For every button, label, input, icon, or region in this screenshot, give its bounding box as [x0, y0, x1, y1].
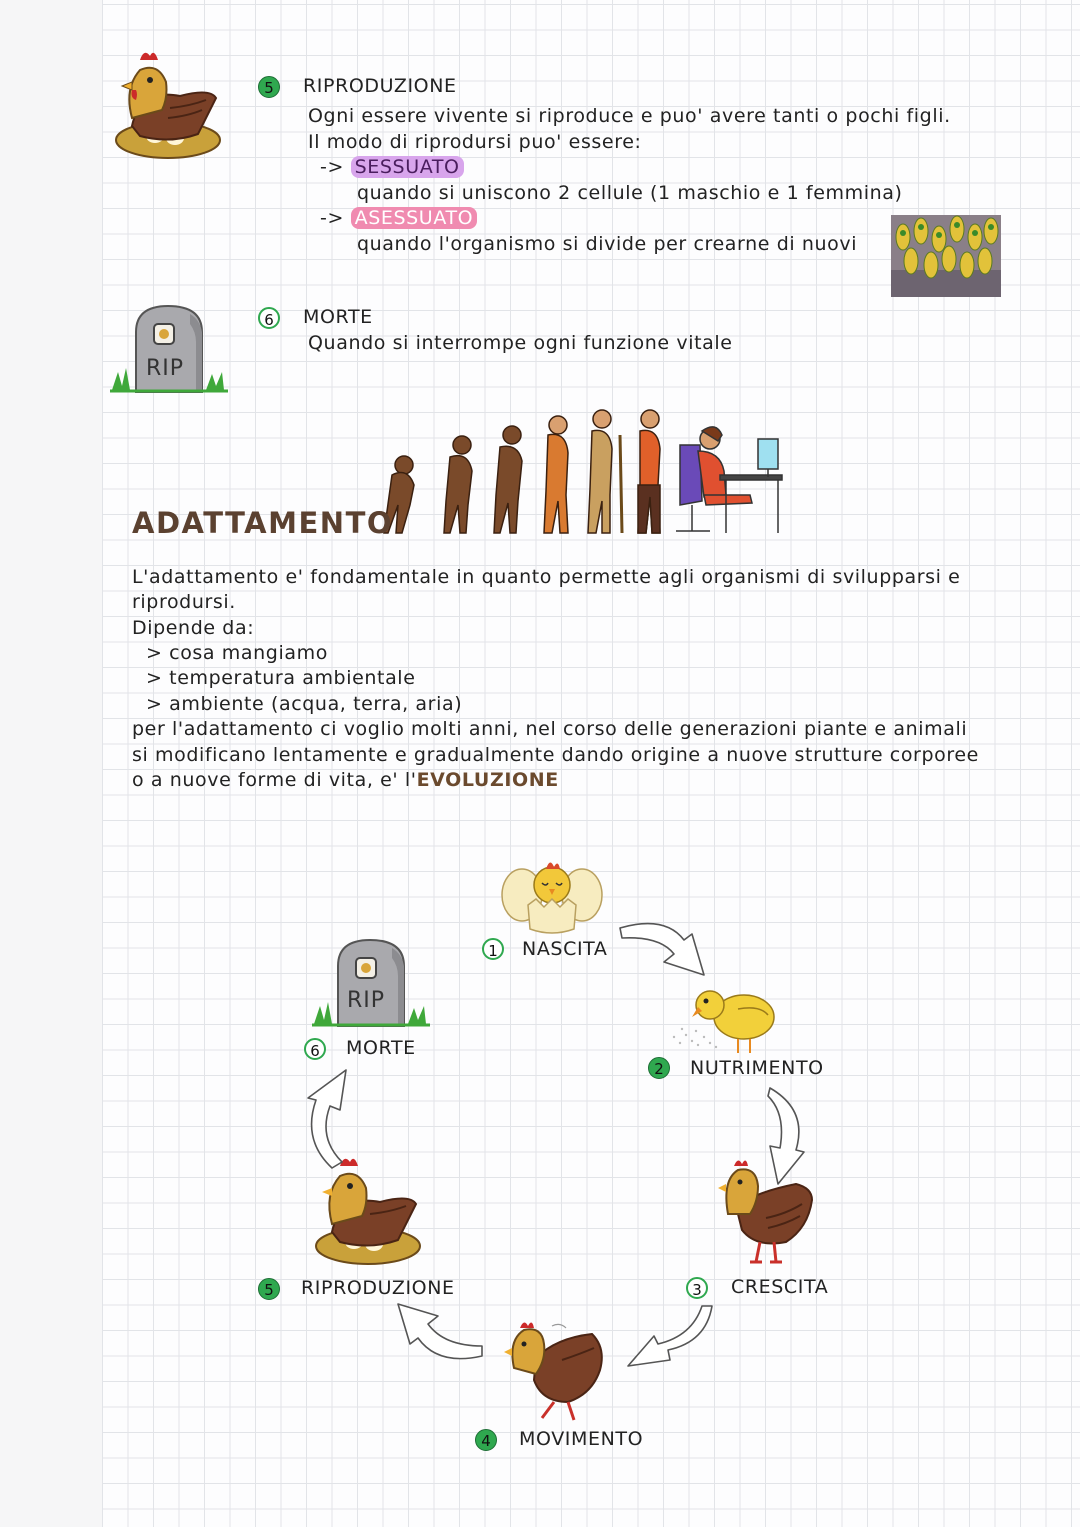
section-title-riproduzione: RIPRODUZIONE: [303, 75, 457, 97]
hen-nest-icon: [312, 1152, 422, 1270]
cycle-label-crescita: CRESCITA: [731, 1276, 829, 1298]
tombstone-text: RIP: [347, 988, 386, 1013]
morte-description: Quando si interrompe ogni funzione vitale: [308, 332, 733, 354]
arrow-text: ->: [320, 207, 344, 229]
list-item: > temperatura ambientale: [146, 667, 416, 689]
list-item: > ambiente (acqua, terra, aria): [146, 693, 463, 715]
hen-standing-icon: [716, 1158, 816, 1268]
tombstone-icon: [312, 936, 430, 1028]
cycle-number-badge: 3: [686, 1277, 708, 1299]
adattamento-p1-line1: L'adattamento e' fondamentale in quanto permette agli organismi di svilupparsi e: [132, 566, 961, 588]
arrow-text: ->: [320, 156, 344, 178]
sessuato-row: [320, 156, 464, 178]
adattamento-p2-text: o a nuove forme di vita, e' l': [132, 769, 417, 791]
cycle-number-badge: 1: [482, 938, 504, 960]
riproduzione-line-2: Il modo di riprodursi puo' essere:: [308, 131, 642, 153]
cycle-label-movimento: MOVIMENTO: [519, 1428, 644, 1450]
riproduzione-line-1: Ogni essere vivente si riproduce e puo' avere tanti o pochi figli.: [308, 105, 951, 127]
section-title-adattamento: ADATTAMENTO: [132, 506, 394, 540]
evoluzione-keyword: EVOLUZIONE: [416, 769, 559, 791]
hen-nest-icon: [110, 48, 220, 168]
cycle-number-badge: 6: [304, 1038, 326, 1060]
cycle-number-badge: 4: [475, 1429, 497, 1451]
chick-hatching-icon: [500, 855, 605, 935]
adattamento-p1-line2: riprodursi.: [132, 591, 236, 613]
bacteria-photo: [891, 215, 1001, 297]
step-number-badge: 5: [258, 76, 280, 98]
cycle-label-morte: MORTE: [346, 1037, 416, 1059]
adattamento-p2-line1: per l'adattamento ci voglio molti anni, nel corso delle generazioni piante e animali: [132, 718, 968, 740]
page-margin: [0, 0, 103, 1527]
cycle-label-riproduzione: RIPRODUZIONE: [301, 1277, 455, 1299]
cycle-label-nutrimento: NUTRIMENTO: [690, 1057, 824, 1079]
chick-eating-icon: [668, 985, 780, 1057]
tombstone-text: RIP: [146, 356, 185, 381]
cycle-number-badge: 5: [258, 1278, 280, 1300]
asessuato-highlight: ASESSUATO: [351, 207, 478, 229]
asessuato-row: [320, 207, 477, 229]
step-number-badge: 6: [258, 307, 280, 329]
cycle-number-badge: 2: [648, 1057, 670, 1079]
section-title-morte: MORTE: [303, 306, 373, 328]
list-item: > cosa mangiamo: [146, 642, 328, 664]
adattamento-p2-line3: [132, 769, 559, 791]
hen-walking-icon: [506, 1318, 608, 1423]
human-evolution-illustration: [380, 405, 785, 540]
sessuato-description: quando si uniscono 2 cellule (1 maschio e 1 femmina): [357, 182, 903, 204]
sessuato-highlight: SESSUATO: [351, 156, 464, 178]
adattamento-depends: Dipende da:: [132, 617, 255, 639]
asessuato-description: quando l'organismo si divide per crearne di nuovi: [357, 233, 858, 255]
cycle-label-nascita: NASCITA: [522, 938, 608, 960]
adattamento-p2-line2: si modificano lentamente e gradualmente dando origine a nuove strutture corporee: [132, 744, 979, 766]
